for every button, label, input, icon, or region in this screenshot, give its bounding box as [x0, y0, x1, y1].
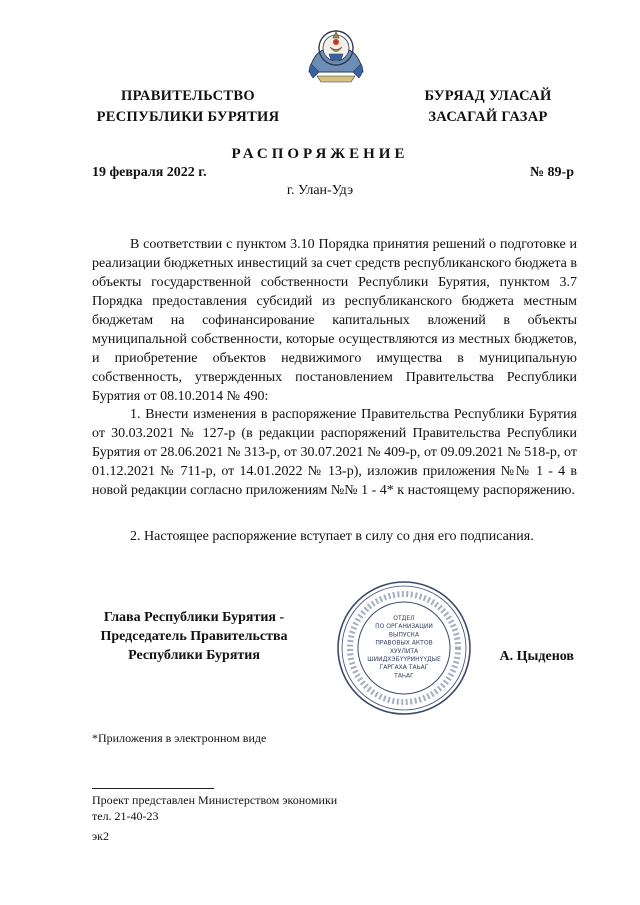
signatory-title-line1: Глава Республики Бурятия -	[103, 610, 285, 625]
header-right-line1: БУРЯАД УЛАСАЙ	[424, 88, 552, 104]
header-right-line2: ЗАСАГАЙ ГАЗАР	[428, 109, 548, 125]
header-left	[88, 86, 288, 128]
header-left-line1: ПРАВИТЕЛЬСТВО	[121, 88, 255, 104]
seal-text-line: ПО ОРГАНИЗАЦИИ	[375, 623, 433, 631]
footer-phone: тел. 21-40-23	[92, 809, 159, 823]
body-paragraph-1: В соответствии с пунктом 3.10 Порядка принятия решений о подготовке и реализации бюджетных инвестиций за счет средств республиканского бюджета в объекты государственной собственности Республики Бурятия, пунктом 3.7 Порядка предоставления субсидий из республиканского бюджета местным бюджетам на софинансирование капитальных вложений в объекты муниципальной собственности, которые осуществляются из местных бюджетов, и приобретение объектов недвижимого имущества в муниципальную собственность, утвержденных постановлением Правительства Республики Бурятия от 08.10.2014 № 490:	[92, 237, 578, 404]
seal-text-line: ТАҺАГ	[394, 672, 414, 680]
document-number: № 89-р	[529, 165, 574, 180]
appendix-note: *Приложения в электронном виде	[92, 731, 267, 745]
document-date: 19 февраля 2022 г.	[92, 165, 207, 180]
document-title: РАСПОРЯЖЕНИЕ	[231, 146, 409, 162]
seal-text-line: ОТДЕЛ	[393, 615, 415, 622]
body-paragraph-2: 1. Внести изменения в распоряжение Правительства Республики Бурятия от 30.03.2021 № 127-р (в редакции распоряжений Правительства Республики Бурятия от 28.06.2021 № 313-р, от 30.07.2021 № 409-р, от 09.09.2021 № 518-р, от 01.12.2021 № 711-р, от 14.01.2022 № 13-р), изложив приложения №№ 1 - 4 в новой редакции согласно приложениям №№ 1 - 4* к настоящему распоряжению.	[92, 407, 577, 498]
signatory-name: А. Цыденов	[499, 649, 574, 664]
official-seal	[334, 578, 474, 718]
footer-code: эк2	[92, 829, 109, 843]
footer-prepared-by: Проект представлен Министерством экономики	[92, 793, 338, 807]
seal-text-line: ПРАВОВЫХ АКТОВ	[375, 639, 433, 647]
seal-text-line: ХУУЛИТА	[389, 647, 419, 655]
seal-text-line: ВЫПУСКА	[388, 631, 420, 639]
header-right	[408, 86, 568, 128]
body-paragraph-3: 2. Настоящее распоряжение вступает в силу со дня его подписания.	[130, 529, 534, 544]
seal-text-line: ГАРГАХА ТАЬАГ	[379, 664, 429, 672]
seal-text-line: ШИИДХЭБҮҮРИНҮҮДЫЕ	[367, 656, 441, 663]
header-left-line2: РЕСПУБЛИКИ БУРЯТИЯ	[96, 109, 280, 125]
coat-of-arms-emblem	[303, 20, 369, 86]
document-city: г. Улан-Удэ	[286, 183, 354, 198]
signatory-title-line3: Республики Бурятия	[128, 648, 260, 663]
signatory-title	[80, 608, 308, 665]
signatory-title-line2: Председатель Правительства	[100, 629, 288, 644]
footer-divider	[92, 788, 214, 789]
